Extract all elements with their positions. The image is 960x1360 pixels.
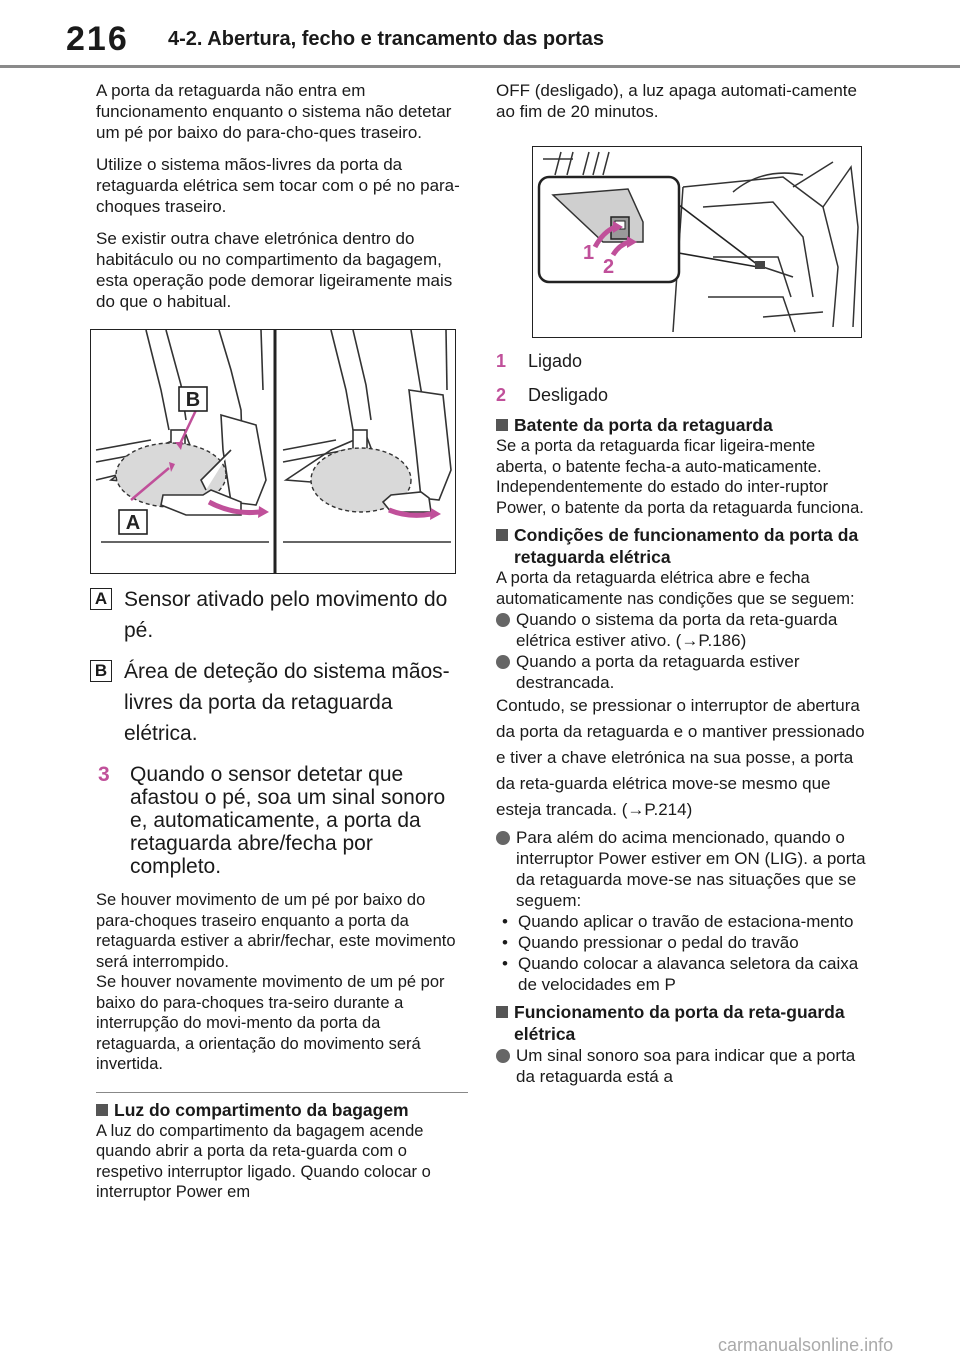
figure-label-b: B xyxy=(185,389,201,411)
watermark: carmanualsonline.info xyxy=(718,1335,894,1355)
bullet-item xyxy=(496,651,868,693)
section-body: Se a porta da retaguarda ficar ligeira-mente aberta, o batente fecha-a auto-maticamente. xyxy=(496,437,822,476)
section-body: A porta da retaguarda elétrica abre e fecha automaticamente nas condições que se seguem: xyxy=(496,569,855,608)
bullet-text: Um sinal sonoro soa para indicar que a porta da retaguarda está a xyxy=(516,1046,856,1086)
switch-position-item xyxy=(496,384,868,406)
luggage-light-switch-illustration xyxy=(532,146,862,338)
page-header xyxy=(0,0,960,68)
square-bullet-icon xyxy=(96,1104,108,1116)
dash-text: Quando aplicar o travão de estaciona-mento xyxy=(518,912,854,931)
figure-label-a: A xyxy=(125,512,141,534)
item-number: 1 xyxy=(496,351,507,371)
paragraph: Contudo, se pressionar o interruptor de abertura da porta da retaguarda e o mantiver pressionado e tiver a chave eletrónica na sua posse, a porta da reta-guarda elétrica move-se mesmo que esteja trancada. (→P.214) xyxy=(496,696,865,819)
step-3 xyxy=(96,763,468,878)
circle-bullet-icon xyxy=(496,655,510,669)
figure-label-2: 2 xyxy=(603,256,615,278)
paragraph: Se existir outra chave eletrónica dentro do habitáculo ou no compartimento da bagagem, esta operação pode demorar ligeiramente mais do que o habitual. xyxy=(96,229,453,311)
dash-text: Quando colocar a alavanca seletora da caixa de velocidades em P xyxy=(518,954,859,994)
dash-item: • Quando colocar a alavanca seletora da caixa de velocidades em P xyxy=(496,953,868,995)
dash-item: • Quando aplicar o travão de estaciona-mento xyxy=(502,912,854,931)
legend-text: Sensor ativado pelo movimento do pé. xyxy=(124,588,448,642)
item-text: Desligado xyxy=(528,385,609,405)
dash-text: Quando pressionar o pedal do travão xyxy=(518,933,799,952)
square-bullet-icon xyxy=(496,419,508,431)
dash-item: • Quando pressionar o pedal do travão xyxy=(502,933,799,952)
paragraph: A porta da retaguarda não entra em funcionamento enquanto o sistema não detetar um pé por baixo do para-cho-ques traseiro. xyxy=(96,81,452,142)
note-text: Se houver novamente movimento de um pé por baixo do para-choques tra-seiro durante a interrupção do movi-mento da porta da retaguarda, a orientação do movimento será invertida. xyxy=(96,973,445,1073)
bullet-item xyxy=(496,827,868,911)
heading-text: Batente da porta da retaguarda xyxy=(514,415,773,435)
legend-item-a xyxy=(90,584,468,646)
switch-position-item xyxy=(496,350,868,372)
note-text: Se houver movimento de um pé por baixo do para-choques traseiro enquanto a porta da retaguarda estiver a abrir/fechar, este movimento será interrompido. xyxy=(96,891,456,971)
step-text: Quando o sensor detetar que afastou o pé, soa um sinal sonoro e, automaticamente, a porta da retaguarda abre/fecha por completo. xyxy=(130,763,446,878)
foot-sensor-illustration xyxy=(90,329,456,574)
heading-text: Condições de funcionamento da porta da retaguarda elétrica xyxy=(514,525,859,567)
figure-label-1: 1 xyxy=(583,242,595,264)
legend-item-b xyxy=(90,656,468,749)
left-column xyxy=(96,80,468,1203)
section-body: Independentemente do estado do inter-ruptor Power, o batente da porta da retaguarda funciona. xyxy=(496,478,864,517)
legend-text: Área de deteção do sistema mãos-livres da porta da retaguarda elétrica. xyxy=(124,660,450,745)
bullet-text: Quando o sistema da porta da reta-guarda elétrica estiver ativo. (→P.186) xyxy=(516,610,838,650)
item-text: Ligado xyxy=(528,351,583,371)
legend-letter: B xyxy=(90,660,112,682)
section-heading xyxy=(96,1099,468,1121)
bullet-item xyxy=(496,1045,868,1087)
page-number: 216 xyxy=(66,20,129,58)
section-heading xyxy=(496,414,868,436)
item-number: 2 xyxy=(496,385,507,405)
bullet-text: Quando a porta da retaguarda estiver destrancada. xyxy=(516,652,800,692)
chapter-title: 4-2. Abertura, fecho e trancamento das portas xyxy=(168,28,605,50)
square-bullet-icon xyxy=(496,1006,508,1018)
section-heading xyxy=(496,1001,868,1045)
paragraph: Utilize o sistema mãos-livres da porta da retaguarda elétrica sem tocar com o pé no para-choques traseiro. xyxy=(96,155,460,216)
circle-bullet-icon xyxy=(496,613,510,627)
bullet-item xyxy=(496,609,868,651)
bullet-text: Para além do acima mencionado, quando o interruptor Power estiver em ON (LIG). a porta da retaguarda move-se nas situações que se seguem: xyxy=(516,828,866,910)
circle-bullet-icon xyxy=(496,1049,510,1063)
section-rule xyxy=(96,1092,468,1093)
heading-text: Funcionamento da porta da reta-guarda elétrica xyxy=(514,1002,845,1044)
legend-letter: A xyxy=(90,588,112,610)
step-number: 3 xyxy=(98,763,110,786)
square-bullet-icon xyxy=(496,529,508,541)
paragraph: OFF (desligado), a luz apaga automati-camente ao fim de 20 minutos. xyxy=(496,81,857,121)
heading-text: Luz do compartimento da bagagem xyxy=(114,1099,409,1120)
right-column xyxy=(496,80,868,1087)
circle-bullet-icon xyxy=(496,831,510,845)
section-heading xyxy=(496,524,868,568)
section-body: A luz do compartimento da bagagem acende quando abrir a porta da reta-guarda com o respetivo interruptor ligado. Quando colocar o interruptor Power em xyxy=(96,1121,431,1201)
header-rule xyxy=(0,65,960,68)
